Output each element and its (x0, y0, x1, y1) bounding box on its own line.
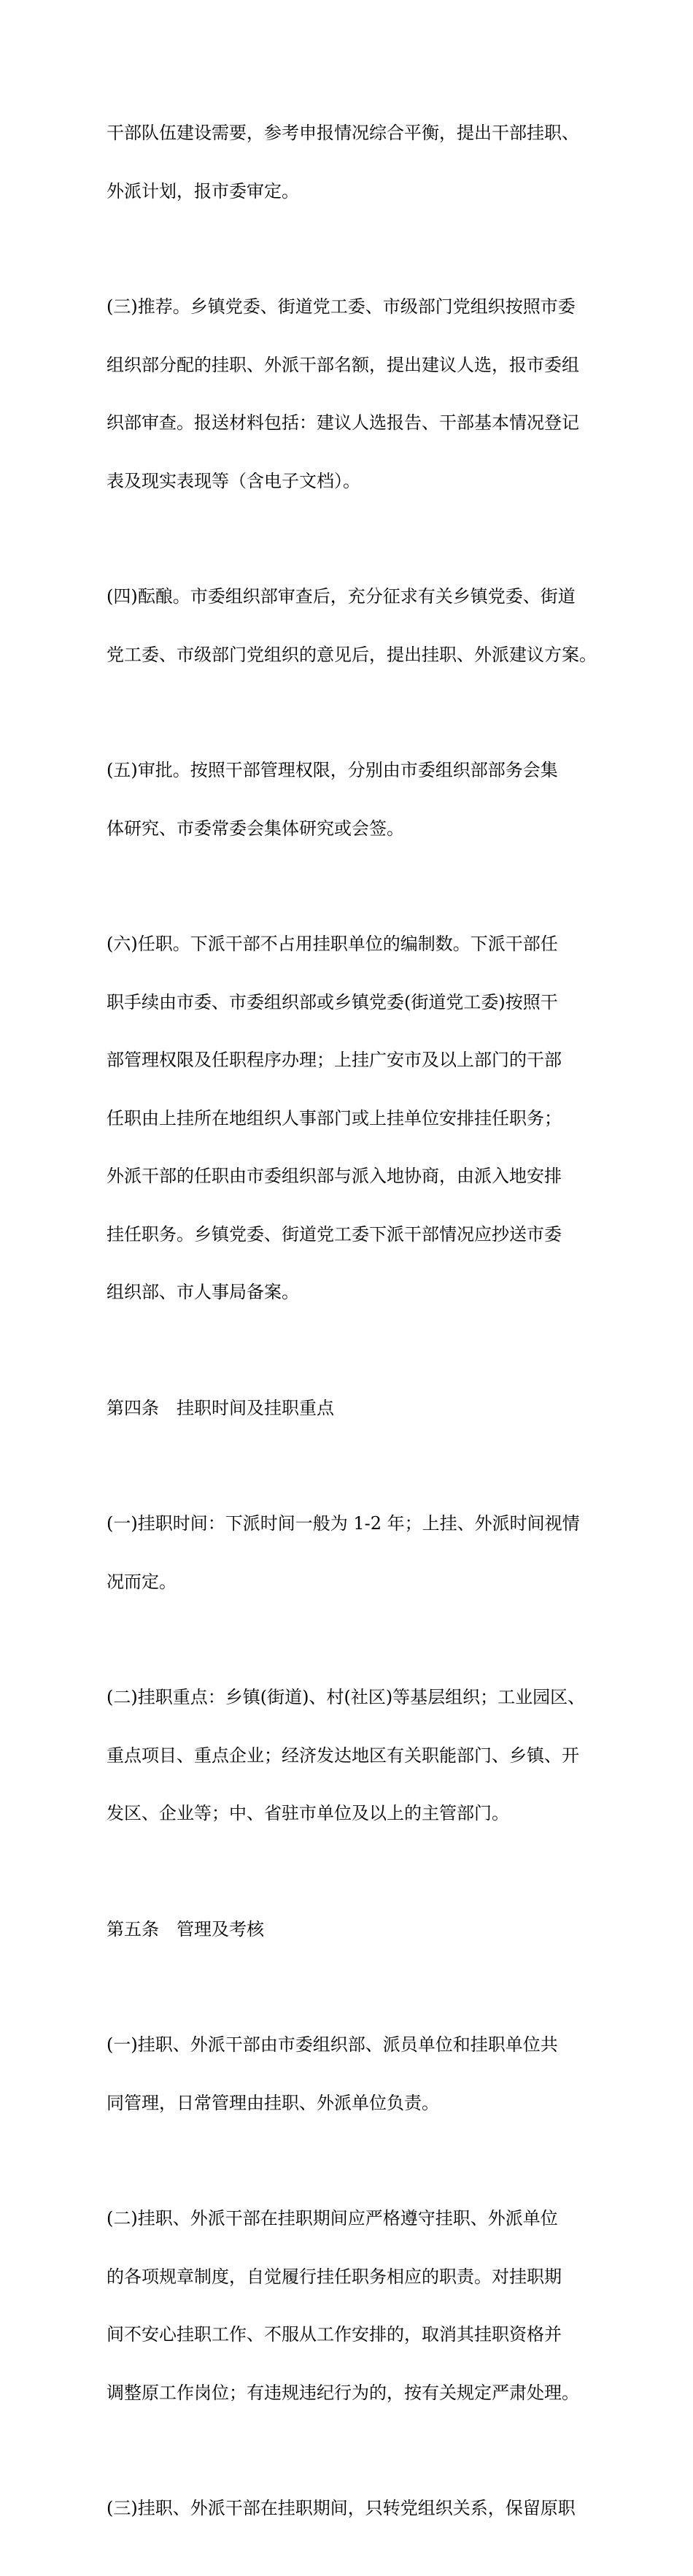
document-body (107, 85, 603, 2576)
text-line: 任职由上挂所在地组织人事部门或上挂单位安排挂任职务； (107, 1107, 562, 1129)
text-line: 的各项规章制度，自觉履行挂任职务相应的职责。对挂职期 (107, 2266, 562, 2287)
paragraph-party-relation (107, 2460, 603, 2557)
text-line: 重点项目、重点企业；经济发达地区有关职能部门、乡镇、开 (107, 1745, 579, 1766)
text-line: 调整原工作岗位；有违规违纪行为的，按有关规定严肃处理。 (107, 2382, 579, 2403)
text-line: 发区、企业等；中、省驻市单位及以上的主管部门。 (107, 1803, 509, 1823)
text-line: 表及现实表现等（含电子文档）。 (107, 470, 360, 491)
paragraph-appoint (107, 896, 603, 1341)
paragraph-recommend (107, 258, 603, 529)
text-line: 组织部、市人事局备案。 (107, 1282, 299, 1302)
text-line: 同管理，日常管理由挂职、外派单位负责。 (107, 2092, 439, 2113)
article-5-heading (107, 1881, 603, 1978)
text-line: (三)挂职、外派干部在挂职期间，只转党组织关系，保留原职 (107, 2498, 576, 2518)
text-line: 干部队伍建设需要，参考申报情况综合平衡，提出干部挂职、 (107, 123, 579, 143)
text-line: 部管理权限及任职程序办理；上挂广安市及以上部门的干部 (107, 1050, 562, 1070)
text-line: 间不安心挂职工作、不服从工作安排的，取消其挂职资格并 (107, 2324, 562, 2345)
paragraph-approve (107, 722, 603, 877)
text-line: (四)酝酿。市委组织部审查后，充分征求有关乡镇党委、街道 (107, 586, 576, 607)
paragraph-duration (107, 1475, 603, 1630)
paragraph-plan (107, 85, 603, 239)
paragraph-deliberate (107, 548, 603, 703)
text-line: (一)挂职时间：下派时间一般为 1-2 年；上挂、外派时间视情 (107, 1513, 580, 1534)
text-line: 党工委、市级部门党组织的意见后，提出挂职、外派建议方案。 (107, 644, 597, 665)
text-line: 组织部分配的挂职、外派干部名额，提出建议人选，报市委组 (107, 354, 579, 375)
text-line: (二)挂职重点：乡镇(街道)、村(社区)等基层组织；工业园区、 (107, 1687, 586, 1707)
text-line: 织部审查。报送材料包括：建议人选报告、干部基本情况登记 (107, 412, 579, 433)
text-line: 况而定。 (107, 1571, 177, 1592)
text-line: 挂任职务。乡镇党委、街道党工委下派干部情况应抄送市委 (107, 1223, 562, 1245)
text-line: 体研究、市委常委会集体研究或会签。 (107, 818, 404, 839)
article-4-heading (107, 1360, 603, 1457)
section-heading: 第四条 挂职时间及挂职重点 (107, 1397, 334, 1418)
text-line: (五)审批。按照干部管理权限，分别由市委组织部部务会集 (107, 760, 558, 780)
paragraph-focus (107, 1649, 603, 1862)
text-line: (六)任职。下派干部不占用挂职单位的编制数。下派干部任 (107, 934, 558, 954)
section-heading: 第五条 管理及考核 (107, 1918, 264, 1939)
text-line: (一)挂职、外派干部由市委组织部、派员单位和挂职单位共 (107, 2034, 558, 2055)
text-line: (二)挂职、外派干部在挂职期间应严格遵守挂职、外派单位 (107, 2208, 558, 2229)
text-line: (三)推荐。乡镇党委、街道党工委、市级部门党组织按照市委 (107, 296, 576, 317)
text-line: 外派计划，报市委审定。 (107, 180, 299, 201)
text-line: 职手续由市委、市委组织部或乡镇党委(街道党工委)按照干 (107, 991, 558, 1012)
paragraph-management (107, 1996, 603, 2151)
paragraph-discipline (107, 2170, 603, 2441)
text-line: 外派干部的任职由市委组织部与派入地协商，由派入地安排 (107, 1166, 562, 1186)
